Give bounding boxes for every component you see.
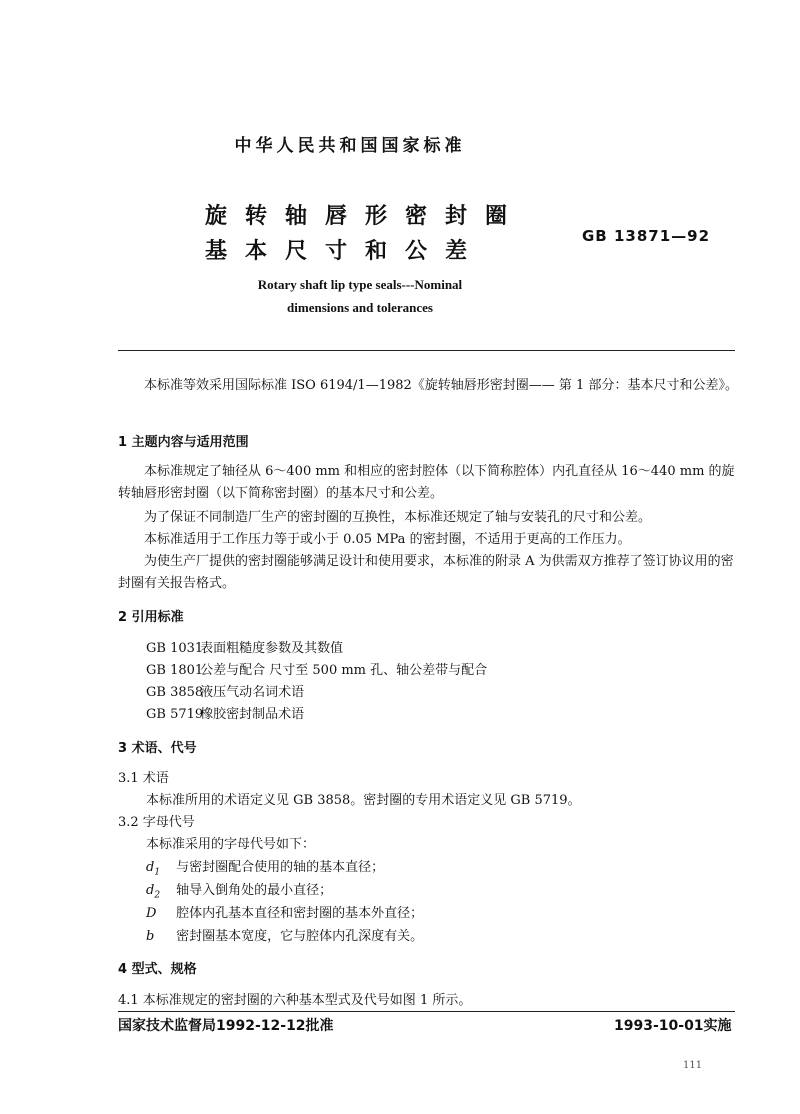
section1-heading: 1 主题内容与适用范围 (118, 435, 249, 450)
reference-code: GB 5719 (146, 707, 204, 722)
english-title-line1: Rotary shaft lip type seals---Nominal (257, 277, 463, 292)
header-divider (118, 350, 735, 351)
reference-item (146, 681, 304, 700)
symbol-item (146, 856, 384, 878)
reference-item (146, 659, 487, 678)
section1-paragraph-4: 为使生产厂提供的密封圈能够满足设计和使用要求，本标准的附录 A 为供需双方推荐了签订协议用的密封圈有关报告格式。 (118, 554, 734, 591)
symbol-item (146, 925, 423, 947)
section1-paragraph-2: 为了保证不同制造厂生产的密封圈的互换性，本标准还规定了轴与安装孔的尺寸和公差。 (144, 510, 652, 525)
reference-item (146, 703, 304, 722)
document-title-line1: 旋转轴唇形密封圈 (205, 204, 526, 229)
footer-divider (118, 1011, 735, 1012)
symbol: D (146, 906, 157, 921)
reference-title: 液压气动名词术语 (200, 685, 305, 700)
symbol-item (146, 902, 423, 924)
document-title-line2: 基本尺寸和公差 (205, 239, 486, 264)
section1-paragraph-1: 本标准规定了轴径从 6～400 mm 和相应的密封腔体（以下简称腔体）内孔直径从 16～440 mm 的旋转轴唇形密封圈（以下简称密封圈）的基本尺寸和公差。 (118, 464, 735, 501)
section3-heading: 3 术语、代号 (118, 741, 197, 756)
reference-code: GB 1031 (146, 641, 204, 656)
subsection-3-2-heading: 3.2 字母代号 (118, 815, 195, 830)
symbol: b (146, 929, 155, 944)
approval-date: 国家技术监督局1992-12-12批准 (118, 1018, 334, 1034)
reference-code: GB 3858 (146, 685, 204, 700)
symbol-item (146, 879, 332, 901)
subsection-3-2-text: 本标准采用的字母代号如下： (146, 837, 316, 852)
symbol-description: 轴导入倒角处的最小直径； (176, 883, 333, 898)
section1-paragraph-3: 本标准适用于工作压力等于或小于 0.05 MPa 的密封圈，不适用于更高的工作压力。 (144, 532, 631, 547)
reference-title: 公差与配合 尺寸至 500 mm 孔、轴公差带与配合 (200, 663, 488, 678)
symbol-description: 腔体内孔基本直径和密封圈的基本外直径； (176, 906, 424, 921)
symbol-description: 密封圈基本宽度，它与腔体内孔深度有关。 (176, 929, 424, 944)
reference-title: 表面粗糙度参数及其数值 (200, 641, 344, 656)
symbol-description: 与密封圈配合使用的轴的基本直径； (176, 860, 385, 875)
subsection-4-1-text: 4.1 本标准规定的密封圈的六种基本型式及代号如图 1 所示。 (118, 993, 472, 1008)
reference-item (146, 637, 343, 656)
page-number: 111 (683, 1060, 703, 1071)
standard-title: 中华人民共和国国家标准 (234, 136, 466, 156)
subsection-3-1-text: 本标准所用的术语定义见 GB 3858。密封圈的专用术语定义见 GB 5719。 (146, 793, 581, 808)
section4-heading: 4 型式、规格 (118, 962, 197, 977)
symbol: $d_2$ (146, 883, 161, 901)
english-title-line2: dimensions and tolerances (287, 300, 433, 315)
reference-code: GB 1801 (146, 663, 204, 678)
effective-date: 1993-10-01实施 (614, 1018, 732, 1034)
standard-code: GB 13871—92 (582, 227, 711, 245)
subsection-3-1-heading: 3.1 术语 (118, 771, 169, 786)
intro-paragraph: 本标准等效采用国际标准 ISO 6194/1—1982《旋转轴唇形密封圈—— 第 1 部分：基本尺寸和公差》。 (144, 378, 738, 393)
section2-heading: 2 引用标准 (118, 610, 184, 625)
symbol: $d_1$ (146, 860, 161, 878)
reference-title: 橡胶密封制品术语 (200, 707, 305, 722)
